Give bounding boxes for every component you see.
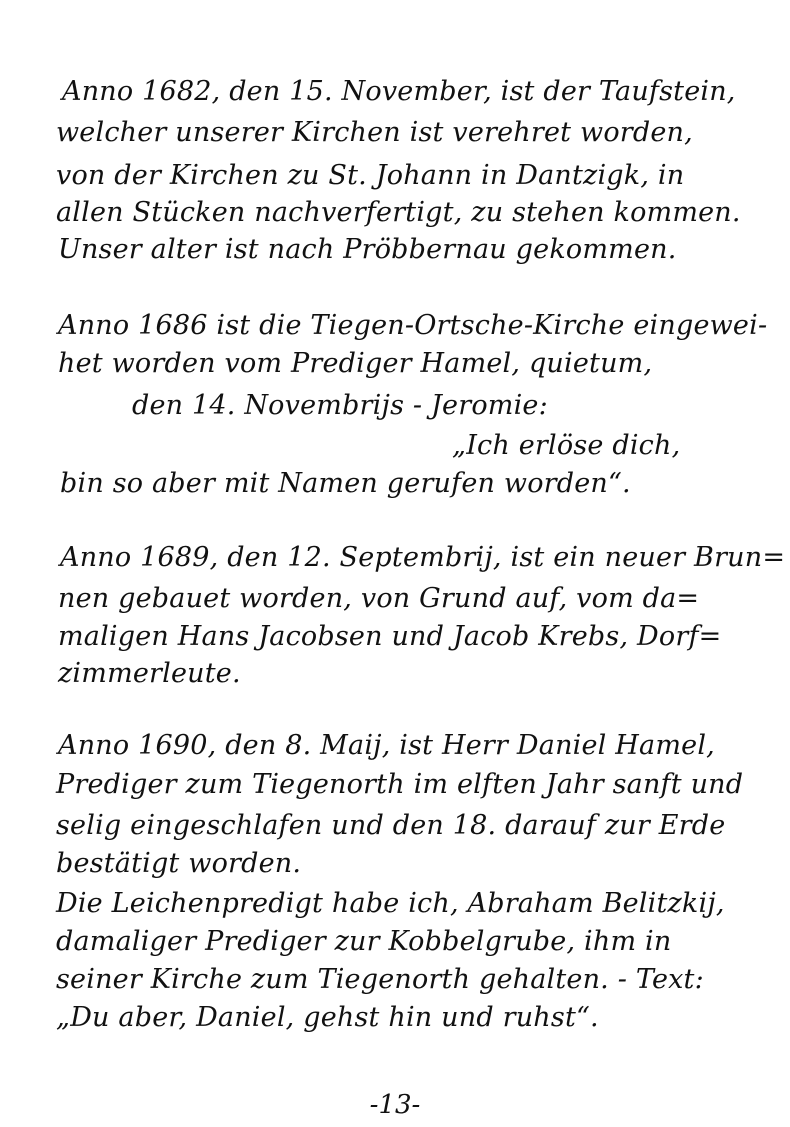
text-line: Anno 1682, den 15. November, ist der Taufstein, xyxy=(62,76,736,107)
text-line: selig eingeschlafen und den 18. darauf zur Erde xyxy=(56,810,726,841)
text-line: „Ich erlöse dich, xyxy=(452,430,681,461)
text-line: het worden vom Prediger Hamel, quietum, xyxy=(58,348,653,379)
text-line: welcher unserer Kirchen ist verehret worden, xyxy=(56,117,693,148)
text-line: maligen Hans Jacobsen und Jacob Krebs, Dorf= xyxy=(58,621,722,652)
text-line: zimmerleute. xyxy=(58,658,241,689)
text-line: damaliger Prediger zur Kobbelgrube, ihm in xyxy=(56,926,672,957)
text-line: den 14. Novembrijs - Jeromie: xyxy=(132,390,548,421)
text-line: Prediger zum Tiegenorth im elften Jahr sanft und xyxy=(56,769,744,800)
text-line: Anno 1690, den 8. Maij, ist Herr Daniel Hamel, xyxy=(58,730,715,761)
text-line: Unser alter ist nach Pröbbernau gekommen. xyxy=(58,234,677,265)
text-line: bestätigt worden. xyxy=(56,848,302,879)
page-number: -13- xyxy=(369,1090,421,1120)
text-line: Anno 1689, den 12. Septembrij, ist ein neuer Brun= xyxy=(60,542,786,573)
text-line: allen Stücken nachverfertigt, zu stehen kommen. xyxy=(56,197,741,228)
text-line: „Du aber, Daniel, gehst hin und ruhst“. xyxy=(56,1002,599,1033)
text-line: von der Kirchen zu St. Johann in Dantzigk, in xyxy=(56,160,685,191)
text-line: nen gebauet worden, von Grund auf, vom da= xyxy=(58,583,700,614)
text-line: Anno 1686 ist die Tiegen-Ortsche-Kirche eingewei- xyxy=(58,310,768,341)
text-line: seiner Kirche zum Tiegenorth gehalten. - Text: xyxy=(56,964,704,995)
text-line: bin so aber mit Namen gerufen worden“. xyxy=(60,468,631,499)
text-line: Die Leichenpredigt habe ich, Abraham Belitzkij, xyxy=(56,888,725,919)
